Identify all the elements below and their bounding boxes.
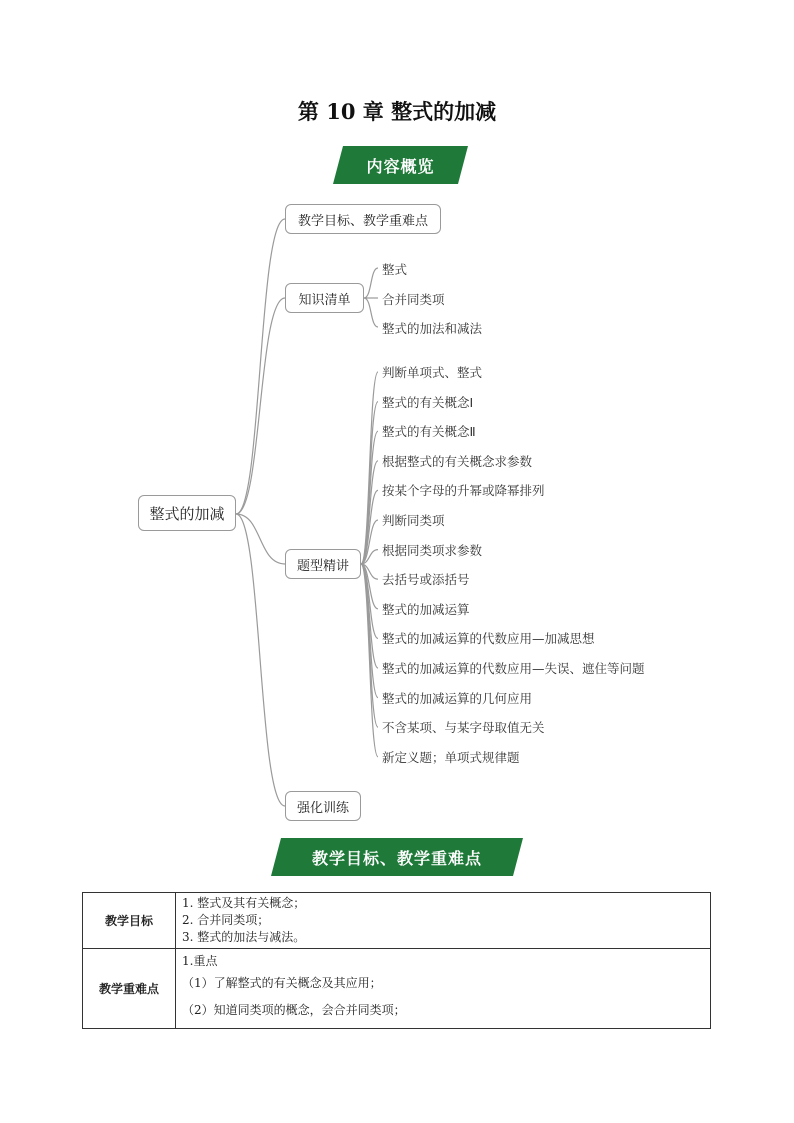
question-type-item: 整式的有关概念Ⅱ	[382, 424, 476, 440]
goals-banner	[271, 838, 523, 876]
question-type-item: 整式的加减运算的代数应用—加减思想	[382, 631, 595, 647]
connector-root-b3	[236, 514, 285, 564]
key-points-cell	[176, 949, 711, 1029]
connector-question-type	[361, 372, 378, 564]
knowledge-item: 整式的加法和减法	[382, 321, 483, 336]
connector-root-b1	[236, 219, 285, 514]
table-row	[83, 949, 711, 1029]
document-title: 第 10 章 整式的加减	[297, 99, 497, 124]
question-type-item: 不含某项、与某字母取值无关	[382, 720, 545, 736]
key-point-line: （1）了解整式的有关概念及其应用；	[182, 975, 382, 990]
goal-line: 1. 整式及其有关概念；	[182, 896, 306, 910]
connector-kl-1	[364, 268, 378, 298]
goal-line: 2. 合并同类项；	[182, 913, 270, 927]
table-row	[83, 893, 711, 949]
connector-root-b4	[236, 514, 285, 806]
question-type-item: 根据整式的有关概念求参数	[382, 453, 533, 469]
connector-kl-3	[364, 298, 378, 327]
goals-cell	[176, 893, 711, 949]
branch-question-types: 题型精讲	[285, 549, 361, 579]
branch-knowledge-list: 知识清单	[285, 283, 364, 313]
question-type-item: 整式的有关概念Ⅰ	[382, 394, 474, 410]
knowledge-item: 合并同类项	[382, 292, 445, 307]
knowledge-item: 整式	[382, 262, 408, 277]
question-type-item: 去括号或添括号	[382, 572, 470, 588]
question-type-item: 整式的加减运算	[382, 601, 470, 617]
question-type-item: 判断同类项	[382, 513, 445, 528]
question-type-item: 判断单项式、整式	[382, 365, 483, 380]
overview-banner-label: 内容概览	[366, 156, 435, 176]
question-type-item: 按某个字母的升幂或降幂排列	[382, 483, 545, 499]
row-head-key-points: 教学重难点	[83, 949, 176, 1029]
connector-question-type	[361, 564, 378, 757]
key-point-line: （2）知道同类项的概念，会合并同类项；	[182, 1002, 406, 1017]
branch-training: 强化训练	[285, 791, 361, 821]
goals-banner-label: 教学目标、教学重难点	[311, 848, 482, 868]
row-head-goals: 教学目标	[83, 893, 176, 949]
connector-root-b2	[236, 298, 285, 514]
question-type-item: 根据同类项求参数	[382, 542, 483, 558]
question-type-item: 整式的加减运算的代数应用—失误、遮住等问题	[382, 661, 645, 676]
question-type-item: 新定义题；单项式规律题	[382, 749, 520, 765]
goals-table	[82, 892, 711, 1029]
key-point-line: 1.重点	[182, 953, 218, 968]
goal-line: 3. 整式的加法与减法。	[182, 930, 306, 944]
branch-teaching-goals: 教学目标、教学重难点	[285, 204, 441, 234]
mindmap-root-node: 整式的加减	[138, 495, 236, 531]
question-type-item: 整式的加减运算的几何应用	[382, 690, 533, 706]
